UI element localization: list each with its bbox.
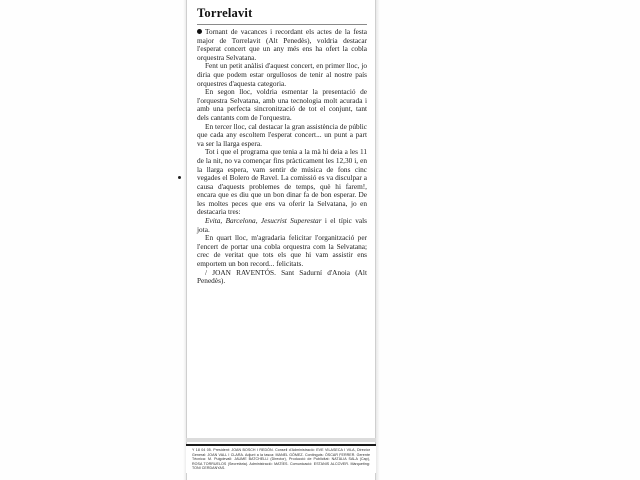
article-body: [197, 28, 367, 286]
article-paragraph-5: [197, 148, 367, 217]
paragraph-text: Tot i que el programa que tenia a la mà hi deia a les 11 de la nit, no va començar fins pràcticament les 12,30 i, en la llarga espera, vam sentir de música de fons cinc vegades el Bolero de Ravel. La comissió es va disculpar a causa d'aquests problemes de temps, què hi farem!, encara que es diu que un bon dinar fa de bon esperar. De les moltes peces que ens va oferir la Selvatana, jo en destacaria tres:: [197, 147, 367, 217]
article-paragraph-1: [197, 28, 367, 62]
headline-rule: [197, 24, 367, 25]
article-paragraph-6: En quart lloc, m'agradaria felicitar l'organització per l'encert de portar una cobla orquestra com la Selvatana; crec de veritat que tots els que hi vam assistir ens emportem un bon record... felicitats.: [197, 233, 367, 269]
newspaper-clipping: [186, 0, 376, 480]
article-paragraph-2: Fent un petit anàlisi d'aquest concert, en primer lloc, jo diria que podem estar orgullosos de tenir al nostre país orquestres d'aquesta categoria.: [197, 61, 367, 88]
article-song-titles: [197, 217, 367, 234]
colophon-strip: [186, 438, 376, 442]
colophon-block: [186, 444, 376, 473]
margin-dot-icon: [178, 176, 181, 179]
bullet-icon: [197, 29, 202, 34]
article-paragraph-3: En segon lloc, voldria esmentar la presentació de l'orquestra Selvatana, amb una tecnologia molt acurada i amb una perfecta sincronització de tot el conjunt, tant dels cantants com de l'orquestra.: [197, 87, 367, 122]
clipping-right-edge: [376, 0, 380, 480]
song-titles-tail: i el típic vals jota.: [197, 216, 367, 234]
article-headline: Torrelavit: [197, 6, 253, 20]
article-paragraph-4: En tercer lloc, cal destacar la gran assistència de públic que cada any escoltem l'esperat concert... un punt a part va ser la llarga espera.: [197, 121, 367, 148]
paragraph-text: Tornant de vacances i recordant els actes de la festa major de Torrelavit (Alt Penedès), voldria destacar l'esperat concert que un any més ens ha ofert la cobla orquestra Selvatana.: [197, 27, 367, 62]
colophon-line: Y 18 04 05. President: JOAN BOSCH I REDÓN. Consell d'Administració: EVE VILASECA I VILA, Director General: JOAN VALL I CLARA. Adjunt a la tasca: MANEL GÓMEZ. Continguts: ÒSCAR FERRER. Gerente Tècnica: M. Puigdevall: JAUME BATCHELLI (Director), Producció de Publicitat: NATÀLIA SALA (Cap), ROSA TORRUELOS (Secretària). Administració: MATÍES. Comunicació: ESTANIS ALCOVER. Màrqueting: TONI CERDANYAS.: [192, 448, 370, 471]
song-titles-italic: Evita, Barcelona, Jesucrist Superestar: [205, 216, 322, 226]
article-signature: / JOAN RAVENTÓS. Sant Sadurní d'Anoia (Alt Penedès).: [197, 267, 367, 286]
